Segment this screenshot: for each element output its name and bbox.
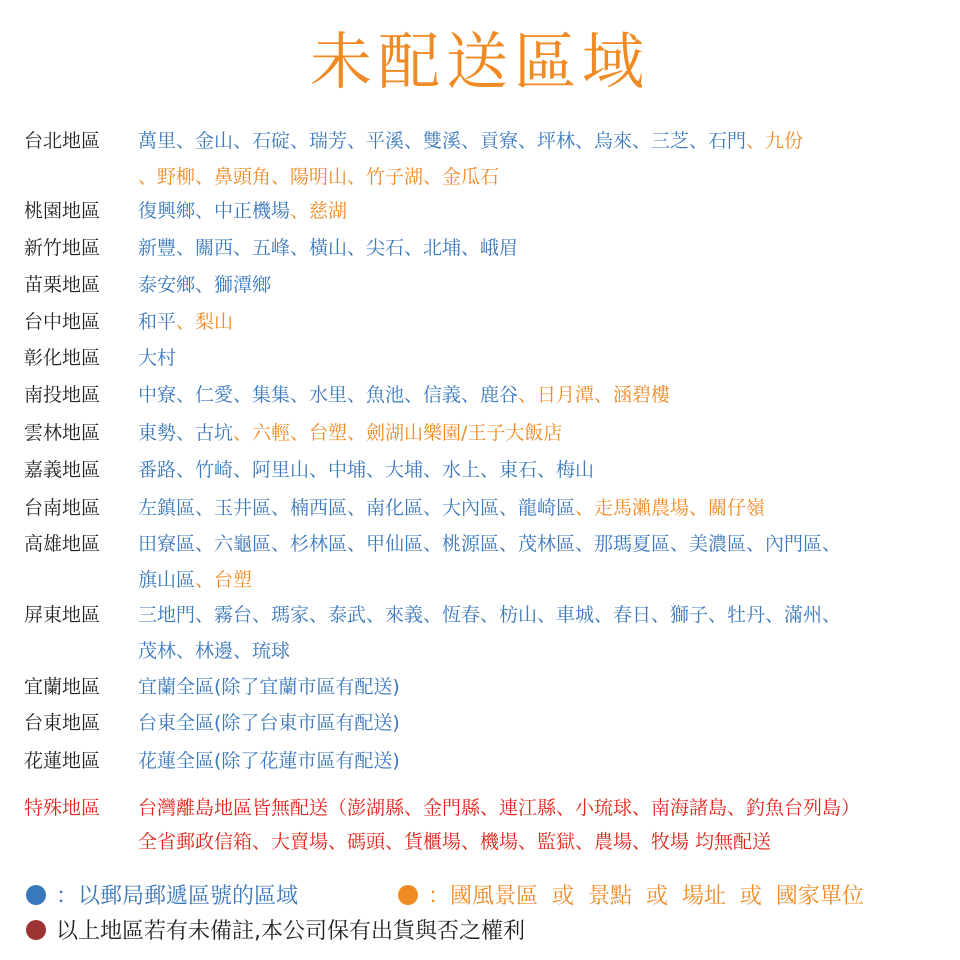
region-name: 花蓮地區 xyxy=(24,750,101,772)
area-text: 和平 xyxy=(138,311,177,333)
region-name: 台中地區 xyxy=(24,311,101,333)
area-text: 泰安鄉、獅潭鄉 xyxy=(138,274,272,296)
region-areas xyxy=(138,307,233,343)
region-area-line xyxy=(138,343,176,379)
area-text: 、台塑 xyxy=(195,569,253,591)
region-area-line xyxy=(138,600,841,636)
region-areas xyxy=(138,455,594,491)
blue-dot-icon xyxy=(26,885,46,905)
region-area-line xyxy=(138,162,803,198)
region-areas xyxy=(138,270,271,306)
area-text: 復興鄉、中正機場 xyxy=(138,200,291,222)
region-name: 台南地區 xyxy=(24,497,101,519)
region-area-line xyxy=(138,270,271,306)
region-name: 特殊地區 xyxy=(24,797,101,819)
area-text: 、六輕、台塑、劍湖山樂園/王子大飯店 xyxy=(233,422,563,444)
region-areas xyxy=(138,746,400,782)
area-text: 宜蘭全區(除了宜蘭市區有配送) xyxy=(138,676,400,698)
area-text: 三地門、霧台、瑪家、泰武、來義、恆春、枋山、車城、春日、獅子、牡丹、滿州、 xyxy=(138,604,842,626)
area-text: 田寮區、六龜區、杉林區、甲仙區、桃源區、茂林區、那瑪夏區、美濃區、內門區、 xyxy=(138,533,842,555)
region-area-line xyxy=(138,196,347,232)
area-text: 中寮、仁愛、集集、水里、魚池、信義、鹿谷 xyxy=(138,384,519,406)
region-name: 彰化地區 xyxy=(24,347,101,369)
region-areas xyxy=(138,380,670,416)
region-name: 新竹地區 xyxy=(24,237,101,259)
area-text: 台灣離島地區皆無配送（澎湖縣、金門縣、連江縣、小琉球、南海諸島、釣魚台列島） xyxy=(138,797,861,819)
area-text: 萬里、金山、石碇、瑞芳、平溪、雙溪、貢寮、坪林、烏來、三芝、石門 xyxy=(138,130,747,152)
region-name: 苗栗地區 xyxy=(24,274,101,296)
region-area-line xyxy=(138,636,841,672)
area-text: 番路、竹崎、阿里山、中埔、大埔、水上、東石、梅山 xyxy=(138,459,595,481)
region-area-line xyxy=(138,455,594,491)
region-name: 屏東地區 xyxy=(24,604,101,626)
region-area-line xyxy=(138,746,400,782)
region-name: 雲林地區 xyxy=(24,422,101,444)
region-area-line xyxy=(138,708,400,744)
region-area-line xyxy=(138,126,803,162)
area-text: 、九份 xyxy=(746,130,804,152)
region-name: 台北地區 xyxy=(24,130,101,152)
area-text: 、日月潭、涵碧樓 xyxy=(518,384,671,406)
region-name: 台東地區 xyxy=(24,712,101,734)
region-area-line xyxy=(138,827,860,861)
area-text: 花蓮全區(除了花蓮市區有配送) xyxy=(138,750,400,772)
legend-note-text: 以上地區若有未備註,本公司保有出貨與否之權利 xyxy=(56,919,525,944)
region-areas xyxy=(138,126,803,198)
area-text: 新豐、關西、五峰、橫山、尖石、北埔、峨眉 xyxy=(138,237,519,259)
area-text: 、慈湖 xyxy=(290,200,348,222)
region-areas xyxy=(138,708,400,744)
region-areas xyxy=(138,672,400,708)
region-areas xyxy=(138,529,841,601)
page-title: 未配送區域 xyxy=(309,25,650,98)
region-area-line xyxy=(138,493,765,529)
region-areas xyxy=(138,600,841,672)
region-area-line xyxy=(138,529,841,565)
region-name: 嘉義地區 xyxy=(24,459,101,481)
area-text: 台東全區(除了台東市區有配送) xyxy=(138,712,400,734)
area-text: 東勢、古坑 xyxy=(138,422,234,444)
region-area-line xyxy=(138,233,518,269)
area-text: 全省郵政信箱、大賣場、碼頭、貨櫃場、機場、監獄、農場、牧場 均無配送 xyxy=(138,831,772,853)
region-areas xyxy=(138,418,562,454)
region-name: 南投地區 xyxy=(24,384,101,406)
orange-dot-icon xyxy=(398,885,418,905)
legend-note xyxy=(26,914,525,945)
region-areas xyxy=(138,343,176,379)
area-text: 、野柳、鼻頭角、陽明山、竹子湖、金瓜石 xyxy=(138,166,500,188)
dark-red-dot-icon xyxy=(26,920,46,940)
region-areas xyxy=(138,233,518,269)
legend-blue xyxy=(26,879,298,910)
area-text: 左鎮區、玉井區、楠西區、南化區、大內區、龍崎區 xyxy=(138,497,576,519)
region-name: 宜蘭地區 xyxy=(24,676,101,698)
region-areas xyxy=(138,196,347,232)
region-area-line xyxy=(138,672,400,708)
area-text: 大村 xyxy=(138,347,177,369)
region-name: 高雄地區 xyxy=(24,533,101,555)
region-area-line xyxy=(138,380,670,416)
region-area-line xyxy=(138,307,233,343)
region-area-line xyxy=(138,565,841,601)
area-text: 、走馬瀨農場、關仔嶺 xyxy=(575,497,766,519)
region-area-line xyxy=(138,418,562,454)
region-name: 桃園地區 xyxy=(24,200,101,222)
legend-blue-text: ：以郵局郵遞區號的區域 xyxy=(56,884,299,909)
area-text: 旗山區 xyxy=(138,569,196,591)
region-areas xyxy=(138,793,860,861)
area-text: 茂林、林邊、琉球 xyxy=(138,640,291,662)
area-text: 、梨山 xyxy=(176,311,234,333)
legend-orange xyxy=(398,879,864,910)
region-areas xyxy=(138,493,765,529)
region-area-line xyxy=(138,793,860,827)
legend-orange-text: ：國風景區 或 景點 或 場址 或 國家單位 xyxy=(428,884,864,909)
